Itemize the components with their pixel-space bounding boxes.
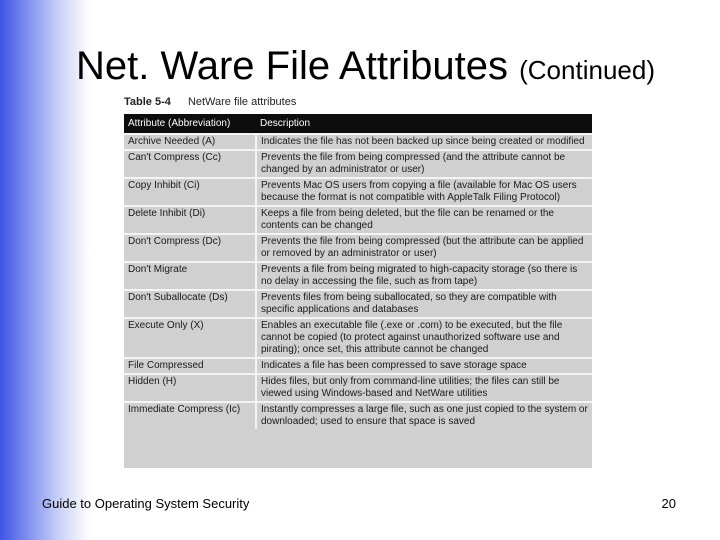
table-row bbox=[124, 234, 592, 262]
attribute-description-cell: Prevents files from being suballocated, so they are compatible with specific applications and databases bbox=[256, 290, 592, 318]
attribute-name-cell: Don't Compress (Dc) bbox=[124, 234, 256, 262]
attribute-name-cell: Copy Inhibit (Ci) bbox=[124, 178, 256, 206]
attribute-description-cell: Keeps a file from being deleted, but the file can be renamed or the contents can be changed bbox=[256, 206, 592, 234]
table-body bbox=[124, 134, 592, 429]
attribute-description-cell: Prevents a file from being migrated to high-capacity storage (so there is no delay in accessing the file, such as from tape) bbox=[256, 262, 592, 290]
table-row bbox=[124, 134, 592, 150]
attribute-name-cell: Can't Compress (Cc) bbox=[124, 150, 256, 178]
attribute-name-cell: Don't Suballocate (Ds) bbox=[124, 290, 256, 318]
table-row bbox=[124, 374, 592, 402]
attribute-description-cell: Prevents the file from being compressed (and the attribute cannot be changed by an administrator or user) bbox=[256, 150, 592, 178]
slide-title-suffix: (Continued) bbox=[519, 55, 655, 85]
table-row bbox=[124, 178, 592, 206]
table-row bbox=[124, 402, 592, 429]
attributes-table bbox=[124, 114, 592, 429]
attribute-description-cell: Hides files, but only from command-line utilities; the files can still be viewed using Windows-based and NetWare utilities bbox=[256, 374, 592, 402]
attribute-name-cell: Hidden (H) bbox=[124, 374, 256, 402]
table-row bbox=[124, 358, 592, 374]
table-row bbox=[124, 290, 592, 318]
table-row bbox=[124, 206, 592, 234]
table-number: Table 5-4 bbox=[124, 96, 171, 108]
table-row bbox=[124, 262, 592, 290]
attributes-table-container bbox=[124, 114, 592, 468]
attribute-name-cell: Immediate Compress (Ic) bbox=[124, 402, 256, 429]
table-header-row bbox=[124, 114, 592, 134]
attribute-name-cell: Delete Inhibit (Di) bbox=[124, 206, 256, 234]
attribute-name-cell: Archive Needed (A) bbox=[124, 134, 256, 150]
slide-footer: Guide to Operating System Security bbox=[42, 496, 250, 511]
table-header-attribute: Attribute (Abbreviation) bbox=[124, 114, 256, 134]
attribute-description-cell: Enables an executable file (.exe or .com) to be executed, but the file cannot be copied (to protect against unauthorized software use and pirating); once set, this attribute cannot be changed bbox=[256, 318, 592, 358]
slide-title-main: Net. Ware File Attributes bbox=[76, 44, 508, 88]
attribute-name-cell: Don't Migrate bbox=[124, 262, 256, 290]
attribute-description-cell: Prevents the file from being compressed (but the attribute can be applied or removed by an administrator or user) bbox=[256, 234, 592, 262]
page-number: 20 bbox=[661, 496, 676, 511]
table-row bbox=[124, 150, 592, 178]
table-header-description: Description bbox=[256, 114, 592, 134]
table-row bbox=[124, 318, 592, 358]
attribute-description-cell: Instantly compresses a large file, such as one just copied to the system or downloaded; used to ensure that space is saved bbox=[256, 402, 592, 429]
attribute-name-cell: Execute Only (X) bbox=[124, 318, 256, 358]
attribute-description-cell: Indicates a file has been compressed to save storage space bbox=[256, 358, 592, 374]
table-caption bbox=[124, 96, 296, 108]
attribute-description-cell: Prevents Mac OS users from copying a file (available for Mac OS users because the format is not compatible with AppleTalk Filing Protocol) bbox=[256, 178, 592, 206]
attribute-description-cell: Indicates the file has not been backed up since being created or modified bbox=[256, 134, 592, 150]
table-caption-text: NetWare file attributes bbox=[187, 96, 297, 108]
slide-title bbox=[76, 46, 706, 86]
attribute-name-cell: File Compressed bbox=[124, 358, 256, 374]
